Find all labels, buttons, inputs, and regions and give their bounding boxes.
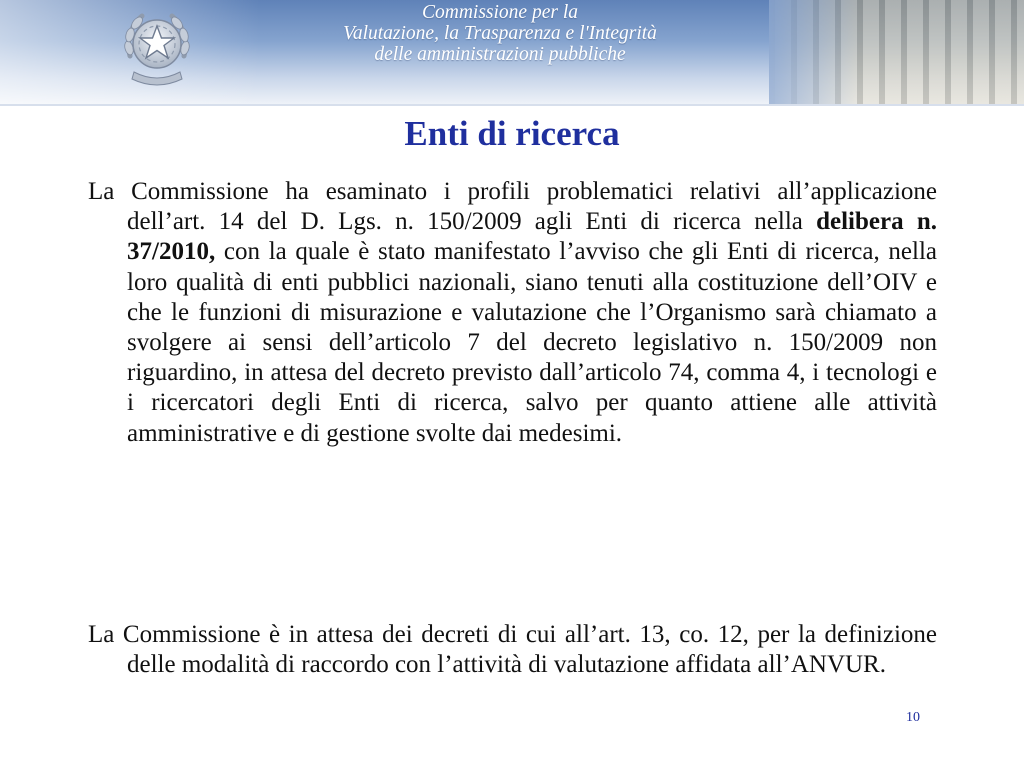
header-line-1: Commissione per la — [422, 2, 578, 23]
header-line-2: Valutazione, la Trasparenza e l'Integrità — [343, 23, 657, 44]
italian-republic-emblem-icon — [120, 4, 194, 94]
paragraph-delibera — [88, 177, 937, 449]
slide-title: Enti di ricerca — [404, 114, 620, 153]
paragraph-1-text-start: La Commissione ha esaminato i profili problematici relativi all’applicazione dell’art. 14 del D. Lgs. n. 150/2009 agli Enti di ricerca nella — [88, 178, 937, 236]
paragraph-anvur: La Commissione è in attesa dei decreti di cui all’art. 13, co. 12, per la definizione delle modalità di raccordo con l’attività di valutazione affidata all’ANVUR. — [88, 621, 937, 679]
header-line-3: delle amministrazioni pubbliche — [374, 44, 626, 65]
paragraph-1-text-end: con la quale è stato manifestato l’avviso che gli Enti di ricerca, nella loro qualità di enti pubblici nazionali, siano tenuti alla costituzione dell’OIV e che le funzioni di misurazione e valutazione che l’Organismo sarà chiamato a svolgere ai sensi dell’articolo 7 del decreto legislativo n. 150/2009 non riguardino, in attesa del decreto previsto dall’articolo 74, comma 4, i tecnologi e i ricercatori degli Enti di ricerca, salvo per quanto attiene alle attività amministrative e di gestione svolte dai medesimi. — [127, 238, 937, 447]
slide-header-banner — [0, 0, 1024, 104]
palazzo-background-image — [769, 0, 1024, 104]
page-number: 10 — [906, 710, 920, 725]
header-divider — [0, 104, 1024, 106]
header-institution-name — [240, 2, 760, 65]
delibera-reference: delibera n. 37/2010, — [127, 208, 937, 266]
